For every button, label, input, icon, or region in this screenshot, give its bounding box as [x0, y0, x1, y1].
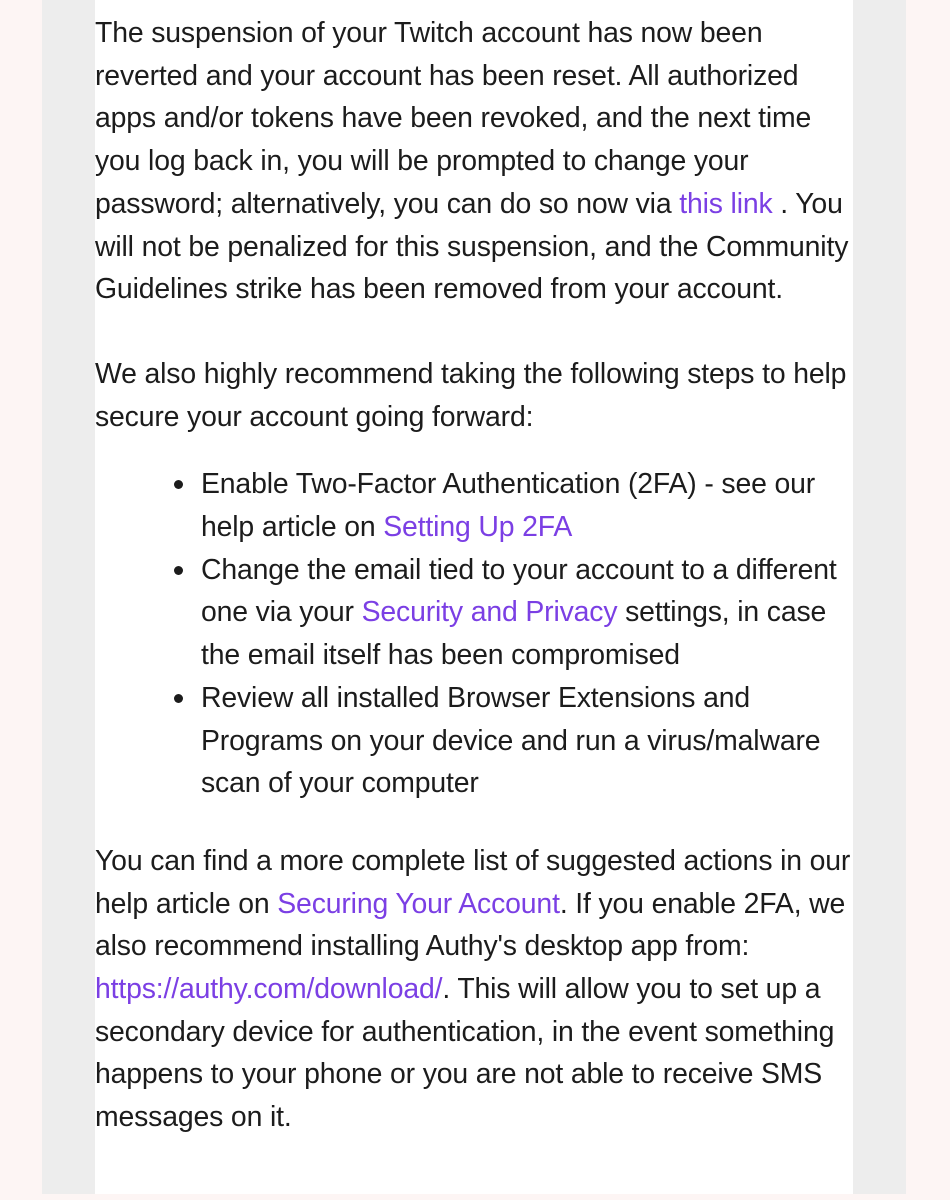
step-3-text: Review all installed Browser Extensions and Programs on your device and run a virus/malware scan of your computer — [201, 681, 821, 800]
recommend-steps-paragraph: We also highly recommend taking the following steps to help secure your account going forward: — [95, 357, 847, 433]
para1-text-end: . You will not be penalized for this suspension, and the Community Guidelines strike has been removed from your account. — [95, 187, 849, 306]
bullet-icon — [174, 566, 183, 575]
list-item-change-email — [201, 549, 853, 677]
setting-up-2fa-link[interactable]: Setting Up 2FA — [383, 511, 573, 544]
authy-download-link[interactable]: https://authy.com/download/ — [95, 973, 443, 1006]
para3-text-end: . This will allow you to set up a secondary device for authentication, in the event something happens to your phone or you are not able to receive SMS messages on it. — [95, 973, 835, 1134]
email-content — [95, 0, 853, 1194]
left-margin — [42, 0, 95, 1194]
list-item-review-extensions — [201, 677, 853, 805]
para1-text-start: The suspension of your Twitch account has now been reverted and your account has been reset. All authorized apps and/or tokens have been revoked, and the next time you log back in, you will be prompted to change your password; alternatively, you can do so now via — [95, 17, 812, 220]
list-item-enable-2fa — [201, 463, 853, 548]
security-steps-list — [95, 463, 853, 805]
securing-account-paragraph — [95, 840, 853, 1139]
step-2-text: Change the email tied to your account to a different one via your — [201, 553, 837, 629]
bullet-icon — [174, 480, 183, 489]
para3-text-middle: . If you enable 2FA, we also recommend installing Authy's desktop app from: — [95, 887, 846, 963]
step-2-text-end: settings, in case the email itself has been compromised — [201, 596, 827, 672]
para3-text-start: You can find a more complete list of suggested actions in our help article on — [95, 844, 851, 920]
bottom-edge — [0, 1194, 950, 1200]
change-password-link[interactable]: this link — [679, 187, 773, 220]
security-and-privacy-link[interactable]: Security and Privacy — [361, 596, 618, 629]
suspension-reverted-paragraph — [95, 12, 853, 311]
step-1-text: Enable Two-Factor Authentication (2FA) - see our help article on — [201, 468, 816, 544]
email-body — [95, 12, 853, 1139]
securing-your-account-link[interactable]: Securing Your Account — [277, 887, 560, 920]
bullet-icon — [174, 694, 183, 703]
right-margin — [853, 0, 906, 1194]
